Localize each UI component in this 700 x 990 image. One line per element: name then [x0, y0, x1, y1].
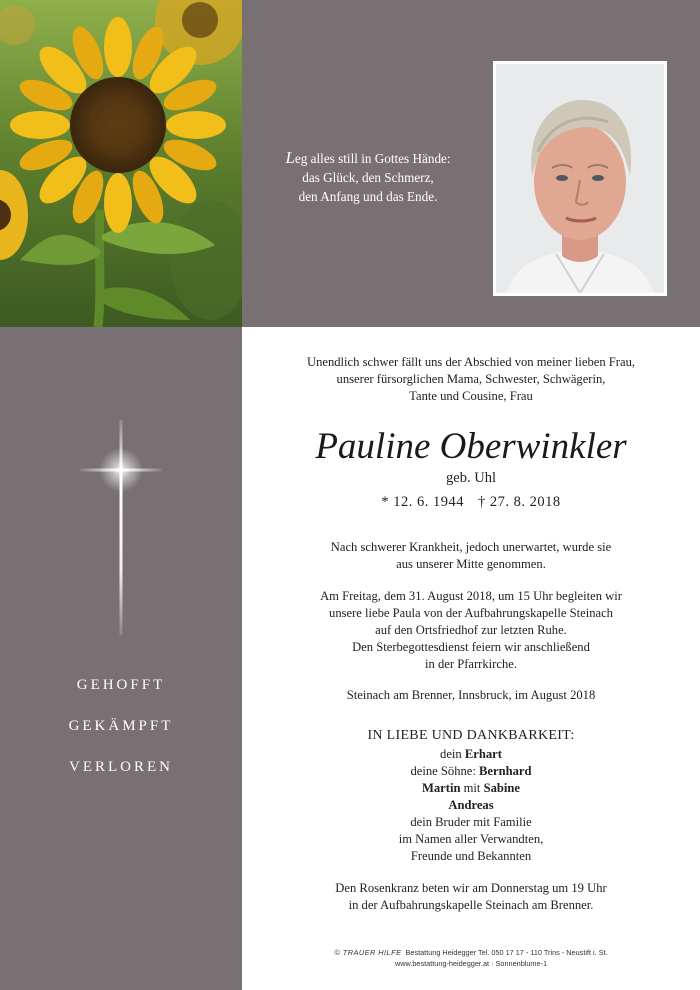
rosary-info: Den Rosenkranz beten wir am Donnerstag um 19 Uhr in der Aufbahrungskapelle Steinach am Brenner. [335, 881, 607, 912]
footer-web: www.bestattung-heidegger.at · Sonnenblume-1 [394, 959, 548, 968]
mourner-line: deine Söhne: Bernhard [410, 764, 532, 778]
funeral-details: Am Freitag, dem 31. August 2018, um 15 Uhr begleiten wir unsere liebe Paula von der Aufbahrungskapelle Steinach auf den Ortsfriedhof zur letzten Ruhe. Den Sterbegottesdienst feiern wir anschließend in der Pfarrkirche. [320, 589, 622, 671]
deceased-name: Pauline Oberwinkler [315, 426, 627, 467]
verse-line-3: den Anfang und das Ende. [298, 189, 438, 204]
life-dates [242, 494, 700, 511]
verse-initial: L [285, 148, 295, 167]
sunflower-photo [0, 0, 242, 327]
footer-brand: © TRAUER HILFE [334, 948, 402, 957]
mourner-line: Freunde und Bekannten [410, 849, 532, 863]
mourner-line: Andreas [448, 798, 494, 812]
sunflower-image [0, 0, 242, 327]
verse-line-2: das Glück, den Schmerz, [302, 170, 434, 185]
mourners-list [242, 746, 700, 865]
birth-name: geb. Uhl [446, 470, 496, 486]
cross-icon [80, 420, 162, 635]
death-notice: Nach schwerer Krankheit, jedoch unerwartet, wurde sie aus unserer Mitte genommen. [330, 540, 612, 571]
poem-verse [258, 148, 478, 206]
footer-contact: Bestattung Heidegger Tel. 050 17 17 - 110 Trins - Neustift i. St. [405, 948, 608, 957]
portrait-frame [493, 61, 667, 296]
mourner-line: dein Erhart [440, 747, 502, 761]
motto-line-2: GEKÄMPFT [68, 718, 174, 734]
death-date: † 27. 8. 2018 [478, 494, 561, 510]
mourner-line: Martin mit Sabine [422, 781, 520, 795]
birth-date: * 12. 6. 1944 [381, 494, 464, 510]
mourner-line: im Namen aller Verwandten, [398, 832, 544, 846]
motto-line-1: GEHOFFT [76, 677, 166, 693]
mourners-heading: IN LIEBE UND DANKBARKEIT: [367, 728, 575, 743]
footer [242, 947, 700, 969]
portrait-photo [496, 64, 664, 293]
obituary-text [242, 327, 700, 990]
verse-line-1: Leg alles still in Gottes Hände: [285, 148, 451, 167]
place-date: Steinach am Brenner, Innsbruck, im August 2018 [346, 688, 596, 702]
intro-text: Unendlich schwer fällt uns der Abschied von meiner lieben Frau, unserer fürsorglichen Mama, Schwester, Schwägerin, Tante und Cousine, Frau [306, 355, 636, 403]
motto-line-3: VERLOREN [69, 759, 173, 775]
mourner-line: dein Bruder mit Familie [410, 815, 532, 829]
